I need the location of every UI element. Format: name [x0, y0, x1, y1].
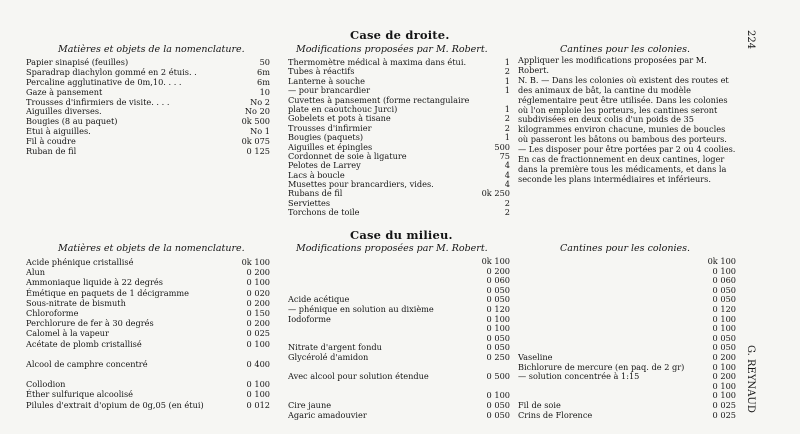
item-label: Nitrate d'argent fondu: [288, 343, 382, 353]
item-value: 0 100: [246, 338, 270, 349]
list-item: [288, 353, 510, 363]
middle-colonies-list: [518, 257, 736, 420]
item-value: 0 500: [486, 372, 510, 382]
item-value: 0 200: [246, 318, 270, 329]
list-item: [518, 276, 736, 286]
list-item: [26, 277, 270, 287]
item-label: Cordonnet de soie à ligature: [288, 151, 407, 161]
list-item: [518, 324, 736, 334]
list-item: [288, 208, 510, 217]
list-item: [518, 363, 736, 373]
list-item: [26, 359, 270, 369]
list-item: [288, 161, 510, 170]
item-label: Gobelets et pots à tisane: [288, 114, 391, 124]
list-item: [26, 400, 270, 410]
list-item: [288, 276, 510, 286]
list-item: [26, 318, 270, 328]
item-label: Lanterne à souche: [288, 76, 365, 86]
item-value: No 1: [250, 127, 270, 137]
item-value: 0 200: [712, 352, 736, 362]
item-value: 0 200: [712, 372, 736, 382]
list-item: [518, 286, 736, 296]
list-item: [518, 305, 736, 315]
item-value: 0 400: [246, 358, 270, 369]
item-value: 0 100: [712, 314, 736, 324]
item-label: Lacs à boucle: [288, 170, 345, 180]
item-label: Émétique en paquets de 1 décigramme: [26, 287, 189, 298]
item-label: Alun: [26, 267, 46, 278]
item-value: No 20: [244, 107, 270, 117]
item-value: 0k 075: [241, 137, 270, 147]
list-item: [288, 324, 510, 334]
item-value: 0 100: [486, 314, 510, 324]
item-label: plate en caoutchouc Jurci): [288, 104, 398, 114]
item-value: 0 012: [246, 399, 270, 410]
item-value: 2: [504, 198, 510, 208]
item-value: 6m: [257, 67, 270, 77]
item-label: Aiguilles et épingles: [288, 142, 373, 152]
item-label: Pelotes de Larrey: [288, 161, 361, 171]
item-value: 0 050: [712, 343, 736, 353]
list-item: [288, 124, 510, 133]
item-label: Musettes pour brancardiers, vides.: [288, 180, 434, 190]
item-value: 0k 100: [707, 257, 736, 266]
item-label: Bichlorure de mercure (en paq. de 2 gr): [518, 362, 685, 372]
section-title-right-case: Case de droite.: [350, 28, 450, 42]
item-label: Percaline agglutinative de 0m,10. . . .: [26, 77, 182, 87]
item-value: 0k 100: [481, 257, 510, 266]
list-item: [26, 98, 270, 108]
list-item: [288, 315, 510, 325]
item-label: Cire jaune: [288, 400, 332, 410]
item-value: 0 200: [246, 297, 270, 308]
list-item: [288, 363, 510, 373]
item-value: 0 100: [246, 379, 270, 390]
header-nomenclature-middle: Matières et objets de la nomenclature.: [58, 243, 245, 254]
item-value: 2: [504, 208, 510, 218]
list-item: [26, 78, 270, 88]
item-value: 0 100: [712, 381, 736, 391]
item-value: 0 050: [712, 295, 736, 305]
list-item: [26, 117, 270, 127]
item-label: Pilules d'extrait d'opium de 0g,05 (en étui): [26, 399, 204, 410]
header-colonies-middle: Cantines pour les colonies.: [560, 243, 691, 254]
list-item: [288, 267, 510, 277]
item-label: Acide acétique: [288, 295, 350, 305]
item-value: 1: [504, 133, 510, 143]
list-item: [288, 305, 510, 315]
item-label: Fil à coudre: [26, 137, 76, 147]
list-item: [288, 143, 510, 152]
top-robert-list: [288, 58, 510, 218]
item-value: 0k 500: [241, 117, 270, 127]
item-label: Alcool de camphre concentré: [26, 358, 148, 369]
list-item: [26, 308, 270, 318]
list-item: [288, 152, 510, 161]
item-label: Acétate de plomb cristallisé: [26, 338, 142, 349]
header-robert-top: Modifications proposées par M. Robert.: [296, 44, 488, 55]
item-label: — phénique en solution au dixième: [288, 304, 434, 314]
page-number: 224: [745, 30, 756, 50]
item-label: Papier sinapisé (feuilles): [26, 58, 129, 67]
item-value: 0 100: [712, 391, 736, 401]
item-label: Sparadrap diachylon gommé en 2 étuis. .: [26, 67, 197, 77]
item-value: 0 050: [486, 343, 510, 353]
list-item: [26, 88, 270, 98]
item-label: Trousses d'infirmier: [288, 123, 372, 133]
item-value: 0 125: [246, 147, 270, 157]
item-label: Rubans de fil: [288, 189, 343, 199]
item-value: 1: [504, 76, 510, 86]
list-item: [288, 86, 510, 95]
item-label: Bougies (paquets): [288, 133, 364, 143]
item-label: Sous-nitrate de bismuth: [26, 297, 126, 308]
item-value: 0 100: [486, 324, 510, 334]
item-label: Thermomètre médical à maxima dans étui.: [288, 58, 467, 67]
header-robert-middle: Modifications proposées par M. Robert.: [296, 243, 488, 254]
item-value: 0 200: [246, 267, 270, 278]
list-item: [26, 107, 270, 117]
item-label: Iodoforme: [288, 314, 331, 324]
item-label: Tubes à réactifs: [288, 67, 355, 77]
header-colonies-top: Cantines pour les colonies.: [560, 44, 691, 55]
item-value: 10: [259, 87, 270, 97]
list-item: [26, 379, 270, 389]
item-value: 4: [504, 180, 510, 190]
list-item: [288, 343, 510, 353]
list-item: [518, 372, 736, 382]
list-item: [288, 257, 510, 267]
item-label: Gaze à pansement: [26, 87, 103, 97]
list-item: [26, 137, 270, 147]
item-value: No 2: [250, 97, 270, 107]
item-value: 0 250: [486, 352, 510, 362]
list-item: [288, 295, 510, 305]
item-value: 0 120: [712, 304, 736, 314]
item-value: 0k 250: [481, 189, 510, 199]
item-value: 0 050: [486, 295, 510, 305]
list-item: [518, 391, 736, 401]
item-value: 1: [504, 58, 510, 67]
item-value: 1: [504, 104, 510, 114]
middle-nomenclature-list: [26, 257, 270, 410]
item-label: Étui à aiguilles.: [26, 127, 91, 137]
list-item: [288, 411, 510, 421]
item-label: — solution concentrée à 1:15: [518, 372, 640, 382]
item-value: 0 150: [246, 307, 270, 318]
item-value: 75: [499, 151, 510, 161]
list-item: [288, 391, 510, 401]
list-item: [288, 286, 510, 296]
list-item: [518, 315, 736, 325]
item-label: Avec alcool pour solution étendue: [288, 372, 429, 382]
list-item: [26, 349, 270, 359]
item-value: 4: [504, 170, 510, 180]
list-item: [26, 288, 270, 298]
list-item: [288, 189, 510, 198]
list-item: [288, 114, 510, 123]
item-value: 0 100: [486, 391, 510, 401]
item-value: 6m: [257, 77, 270, 87]
item-value: 0 050: [486, 333, 510, 343]
list-item: [288, 171, 510, 180]
item-value: 0 100: [712, 324, 736, 334]
item-value: 0 050: [486, 410, 510, 420]
item-value: 0k 100: [241, 257, 270, 267]
item-value: 0 100: [246, 277, 270, 288]
section-title-middle-case: Case du milieu.: [350, 228, 453, 242]
list-item: [26, 298, 270, 308]
list-item: [518, 353, 736, 363]
item-value: 0 020: [246, 287, 270, 298]
item-value: 4: [504, 161, 510, 171]
item-label: Glycérolé d'amidon: [288, 352, 369, 362]
item-label: — pour brancardier: [288, 86, 371, 96]
item-value: 0 025: [712, 410, 736, 420]
item-value: 500: [494, 142, 510, 152]
list-item: [26, 147, 270, 157]
item-label: Torchons de toile: [288, 208, 360, 218]
item-value: 0 100: [712, 266, 736, 276]
list-item: [518, 343, 736, 353]
item-value: 0 050: [486, 400, 510, 410]
item-label: Ruban de fil: [26, 147, 77, 157]
list-item: [288, 180, 510, 189]
item-value: 0 100: [712, 362, 736, 372]
item-label: Éther sulfurique alcoolisé: [26, 389, 134, 400]
item-label: Trousses d'infirmiers de visite. . . .: [26, 97, 170, 107]
item-value: 2: [504, 123, 510, 133]
item-value: 0 060: [712, 276, 736, 286]
top-nomenclature-list: [26, 58, 270, 157]
list-item: [288, 334, 510, 344]
list-item: [288, 105, 510, 114]
middle-robert-list: [288, 257, 510, 420]
list-item: [518, 411, 736, 421]
list-item: [518, 401, 736, 411]
running-header: G. REYNAUD: [745, 345, 756, 413]
item-value: 0 060: [486, 276, 510, 286]
list-item: [518, 295, 736, 305]
list-item: [288, 67, 510, 76]
header-nomenclature-top: Matières et objets de la nomenclature.: [58, 44, 245, 55]
item-value: 2: [504, 67, 510, 77]
item-label: Vaseline: [518, 352, 553, 362]
list-item: [26, 328, 270, 338]
list-item: [26, 267, 270, 277]
item-label: Serviettes: [288, 198, 331, 208]
list-item: [26, 68, 270, 78]
item-value: 0 025: [246, 328, 270, 339]
item-value: 1: [504, 86, 510, 96]
list-item: [288, 96, 510, 105]
item-value: 0 025: [712, 400, 736, 410]
item-label: Perchlorure de fer à 30 degrés: [26, 318, 154, 329]
list-item: [26, 58, 270, 68]
item-value: 0 100: [246, 389, 270, 400]
item-value: 0 050: [712, 333, 736, 343]
list-item: [518, 334, 736, 344]
item-label: Collodion: [26, 379, 66, 390]
item-label: Cuvettes à pansement (forme rectangulaire: [288, 95, 470, 105]
item-label: Fil de soie: [518, 400, 561, 410]
list-item: [26, 257, 270, 267]
list-item: [288, 133, 510, 142]
item-value: 0 120: [486, 304, 510, 314]
item-label: Aiguilles diverses.: [26, 107, 102, 117]
list-item: [288, 58, 510, 67]
list-item: [288, 77, 510, 86]
item-label: Chloroforme: [26, 307, 79, 318]
item-value: 50: [259, 58, 270, 67]
list-item: [26, 389, 270, 399]
item-label: Crins de Florence: [518, 410, 593, 420]
item-value: 0 050: [486, 285, 510, 295]
item-value: 0 200: [486, 266, 510, 276]
item-value: 2: [504, 114, 510, 124]
list-item: [288, 401, 510, 411]
item-label: Calomel à la vapeur: [26, 328, 109, 339]
list-item: [26, 127, 270, 137]
list-item: [26, 339, 270, 349]
item-label: Acide phénique cristallisé: [26, 257, 134, 267]
item-label: Agaric amadouvier: [288, 410, 367, 420]
list-item: [26, 369, 270, 379]
list-item: [518, 382, 736, 392]
list-item: [288, 382, 510, 392]
list-item: [518, 267, 736, 277]
top-colonies-text: Appliquer les modifications proposées par M. Robert. N. B. — Dans les colonies où existent des routes et des animaux de bât, la cantine du modèle réglementaire peut être utilisée. Dans les colonies où l'on emploie les porteurs, les cantines seront subdivisées en deux colis d'un poids de 35 kilogrammes environ chacune, munies de boucles où passeront les bâtons ou bambous des porteurs. — Les disposer pour être portées par 2 ou 4 coolies. En cas de fractionnement en deux cantines, loger dans la première tous les médicaments, et dans la seconde les plans intermédiaires et inférieurs.: [518, 55, 736, 184]
list-item: [288, 372, 510, 382]
item-value: 0 050: [712, 285, 736, 295]
item-label: Bougies (8 au paquet): [26, 117, 118, 127]
list-item: [518, 257, 736, 267]
item-label: Ammoniaque liquide à 22 degrés: [26, 277, 163, 288]
list-item: [288, 199, 510, 208]
